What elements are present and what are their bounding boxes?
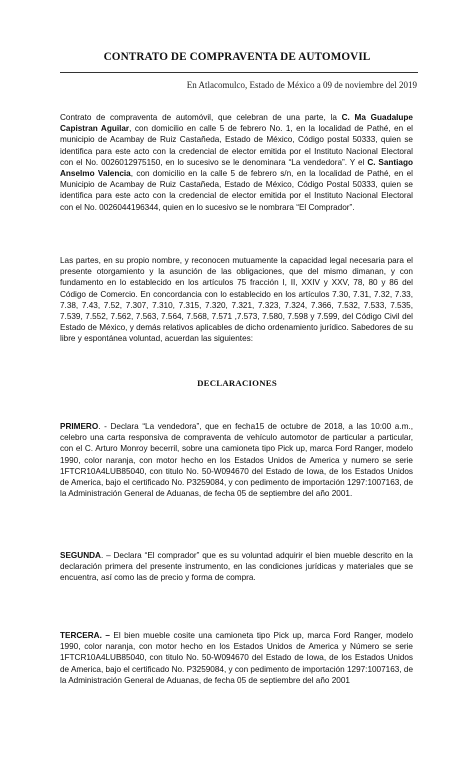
declaration-text: El bien mueble cosite una camioneta tipo Pick up, marca Ford Ranger, modelo 1990, color naranja, con motor hecho en los Estados Unidos de America y Número se serie 1FTCR10A4LUB85040, con titulo No. 50-W094670 del Estado de Iowa, de los Estados Unidos de America, bajo el certificado No. P3259084, y con pedimento de importación 1297:1007163, de la Administración General de Aduanas, de fecha 05 de septiembre del año 2001 (60, 631, 413, 685)
declaration-text: . – Declara “El comprador” que es su voluntad adquirir el bien mueble descrito en la declaración primera del presente instrumento, en las condiciones jurídicas y materiales que se encuentra, así como las de precio y forma de compra. (60, 551, 413, 583)
intro-text-3: , con domicilio en la calle 5 de febrero s/n, en la localidad de Pathé, en el Municipio de Acambay de Ruiz Castañeda, Estado de México, Código Postal 50333, quien se identifica para este acto con la credencial de elector emitida por el Instituto Nacional Electoral con el No. 0026044196344, quien en lo sucesivo se le nombrara “El Comprador”. (60, 169, 413, 212)
document-title: CONTRATO DE COMPRAVENTA DE AUTOMOVIL (103, 51, 371, 63)
declaration-label: TERCERA. – (60, 631, 110, 640)
declaration-label: SEGUNDA (60, 551, 101, 560)
declaration-label: PRIMERO (60, 422, 99, 431)
section-heading: DECLARACIONES (197, 378, 277, 388)
declaration-segunda (60, 550, 413, 584)
intro-text-1: Contrato de compraventa de automóvil, que celebran de una parte, la (60, 113, 342, 122)
declaration-tercera (60, 630, 413, 686)
parties-paragraph: Las partes, en su propio nombre, y reconocen mutuamente la capacidad legal necesaria para el presente otorgamiento y la asunción de las obligaciones, que del mismo dimanan, y con fundamento en lo establecido en los artículos 75 fracción I, II, XXIV y XXV, 78, 80 y 86 del Código de Comercio. En concordancia con lo establecido en los artículos 7.30, 7.31, 7.32, 7.33, 7.38, 7.43, 7.52, 7.307, 7.310, 7.315, 7.320, 7.321, 7.323, 7.324, 7.366, 7.532, 7.533, 7.535, 7.539, 7.552, 7.562, 7.563, 7.564, 7.568, 7.571 ,7.573, 7.580, 7.598 y 7.599, del Código Civil del Estado de México, y demás relativos aplicables de dicho ordenamiento jurídico. Sabedores de su libre y espontánea voluntad, acuerdan las siguientes: (60, 256, 413, 344)
declaration-text: . - Declara “La vendedora”, que en fecha15 de octubre de 2018, a las 10:00 a.m., celebro una carta responsiva de compraventa de vehículo automotor de particular a particular, con el C. Arturo Monroy becerril, sobre una camioneta tipo Pick up, marca Ford Ranger, modelo 1990, color naranja, con motor hecho en los Estados Unidos de America y numero se serie 1FTCR10A4LUB85040, con titulo No. 50-W094670 del Estado de Iowa, de los Estados Unidos de America, bajo el certificado No. P3259084, y con pedimento de importación 1297:1007163, de la Administración General de Aduanas, de fecha 05 de septiembre del año 2001. (60, 422, 413, 499)
title-divider (60, 72, 418, 73)
intro-paragraph (60, 112, 413, 213)
seller-name: C. Ma Guadalupe Capistran Aguilar (60, 113, 413, 134)
place-and-date: En Atlacomulco, Estado de México a 09 de noviembre del 2019 (186, 80, 417, 90)
intro-text-2: , con domicilio en calle 5 de febrero No. 1, en la localidad de Pathé, en el municipio de Acambay de Ruiz Castañeda, Estado de México, Código postal 50333, quien se identifica para este acto con la credencial de elector emitida por el Instituto Nacional Electoral con el No. 0026012975150, en lo sucesivo se le denominara “La vendedora”. Y el (60, 124, 413, 167)
buyer-name: C. Santiago Anselmo Valencia (60, 157, 413, 179)
declaration-primero (60, 421, 413, 499)
